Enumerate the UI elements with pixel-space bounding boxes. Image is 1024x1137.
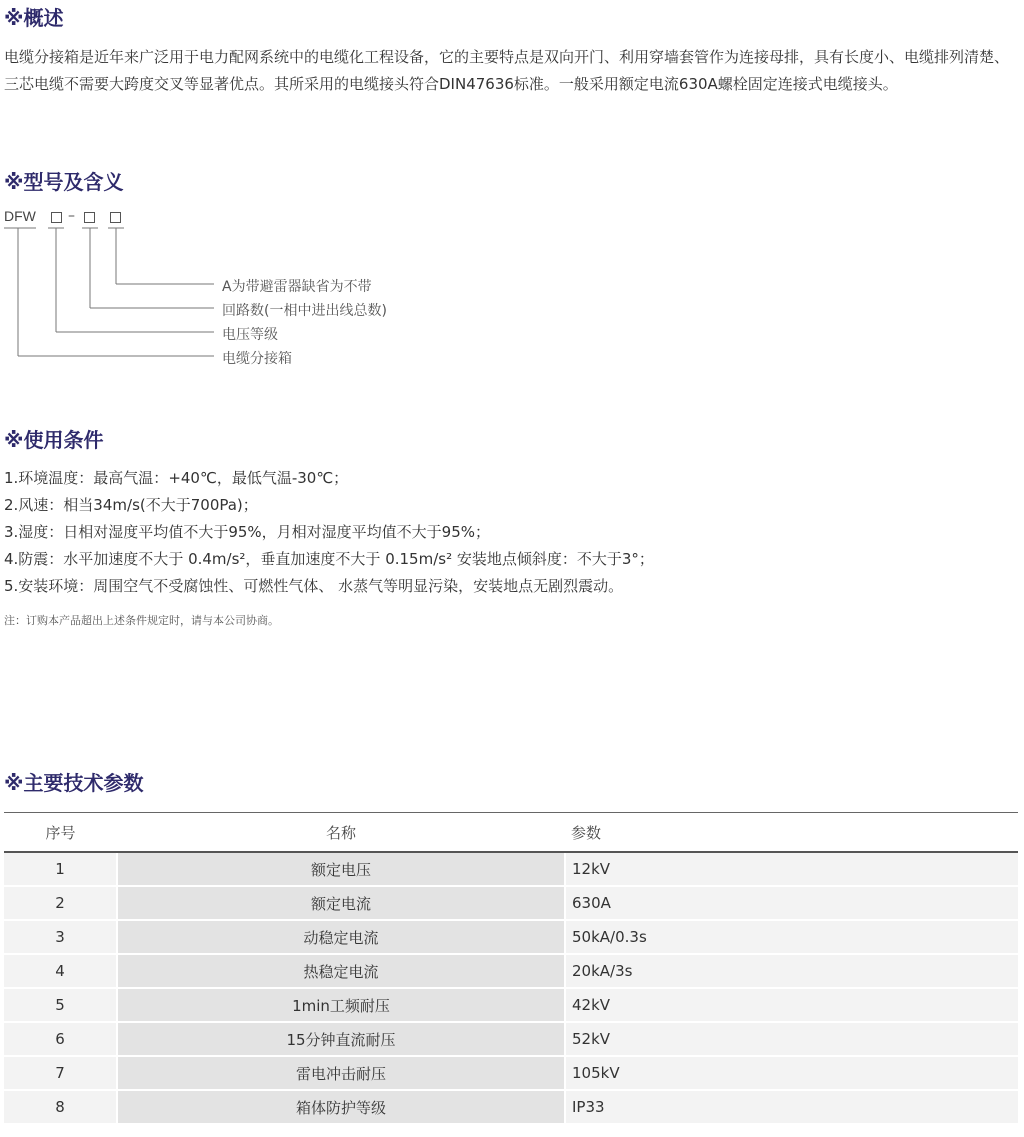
row-value: 20kA/3s <box>565 954 1018 988</box>
column-header-name: 名称 <box>117 813 565 853</box>
model-diagram <box>0 204 520 374</box>
row-index: 3 <box>4 920 117 954</box>
row-name: 箱体防护等级 <box>117 1090 565 1124</box>
row-name: 热稳定电流 <box>117 954 565 988</box>
row-index: 4 <box>4 954 117 988</box>
condition-item: 5.安装环境：周围空气不受腐蚀性、可燃性气体、 水蒸气等明显污染，安装地点无剧烈震动。 <box>4 577 624 595</box>
model-placeholder-box <box>84 212 95 223</box>
condition-item: 3.湿度：日相对湿度平均值不大于95%，月相对湿度平均值不大于95%； <box>4 523 490 541</box>
table-row <box>4 954 1018 988</box>
overview-heading: ※概述 <box>4 6 64 30</box>
row-name: 1min工频耐压 <box>117 988 565 1022</box>
model-dash: – <box>68 208 75 224</box>
condition-item: 4.防震：水平加速度不大于 0.4m/s²，垂直加速度不大于 0.15m/s² 安装地点倾斜度：不大于3°； <box>4 550 654 568</box>
row-name: 15分钟直流耐压 <box>117 1022 565 1056</box>
row-name: 动稳定电流 <box>117 920 565 954</box>
table-row <box>4 886 1018 920</box>
conditions-heading: ※使用条件 <box>4 428 104 452</box>
table-header-row <box>4 813 1018 853</box>
row-index: 2 <box>4 886 117 920</box>
column-header-index: 序号 <box>4 813 117 853</box>
model-placeholder-box <box>110 212 121 223</box>
row-value: 50kA/0.3s <box>565 920 1018 954</box>
row-value: 105kV <box>565 1056 1018 1090</box>
table-row <box>4 852 1018 886</box>
row-value: 42kV <box>565 988 1018 1022</box>
table-row <box>4 1022 1018 1056</box>
table-row <box>4 1090 1018 1124</box>
row-name: 额定电压 <box>117 852 565 886</box>
row-name: 额定电流 <box>117 886 565 920</box>
row-value: 12kV <box>565 852 1018 886</box>
table-row <box>4 1056 1018 1090</box>
row-index: 1 <box>4 852 117 886</box>
model-label-box: 电缆分接箱 <box>222 351 292 367</box>
row-value: IP33 <box>565 1090 1018 1124</box>
condition-item: 2.风速：相当34m/s(不大于700Pa)； <box>4 496 258 514</box>
column-header-value: 参数 <box>565 813 1018 853</box>
row-value: 630A <box>565 886 1018 920</box>
model-placeholder-box <box>51 212 62 223</box>
row-name: 雷电冲击耐压 <box>117 1056 565 1090</box>
table-row <box>4 920 1018 954</box>
model-label-arrester: A为带避雷器缺省为不带 <box>222 279 372 295</box>
row-value: 52kV <box>565 1022 1018 1056</box>
model-label-circuits: 回路数(一相中进出线总数) <box>222 303 387 319</box>
condition-item: 1.环境温度：最高气温：+40℃，最低气温-30℃； <box>4 469 349 487</box>
model-label-voltage: 电压等级 <box>222 327 278 343</box>
conditions-note: 注：订购本产品超出上述条件规定时，请与本公司协商。 <box>4 614 279 627</box>
row-index: 7 <box>4 1056 117 1090</box>
overview-text: 电缆分接箱是近年来广泛用于电力配网系统中的电缆化工程设备，它的主要特点是双向开门、利用穿墙套管作为连接母排，具有长度小、电缆排列清楚、三芯电缆不需要大跨度交叉等显著优点。其所采用的电缆接头符合DIN47636标准。一般采用额定电流630A螺栓固定连接式电缆接头。 <box>4 48 1010 93</box>
row-index: 5 <box>4 988 117 1022</box>
row-index: 6 <box>4 1022 117 1056</box>
params-heading: ※主要技术参数 <box>4 771 144 795</box>
params-table <box>4 812 1018 1125</box>
model-code: DFW <box>4 208 36 224</box>
model-heading: ※型号及含义 <box>4 170 124 194</box>
row-index: 8 <box>4 1090 117 1124</box>
table-row <box>4 988 1018 1022</box>
